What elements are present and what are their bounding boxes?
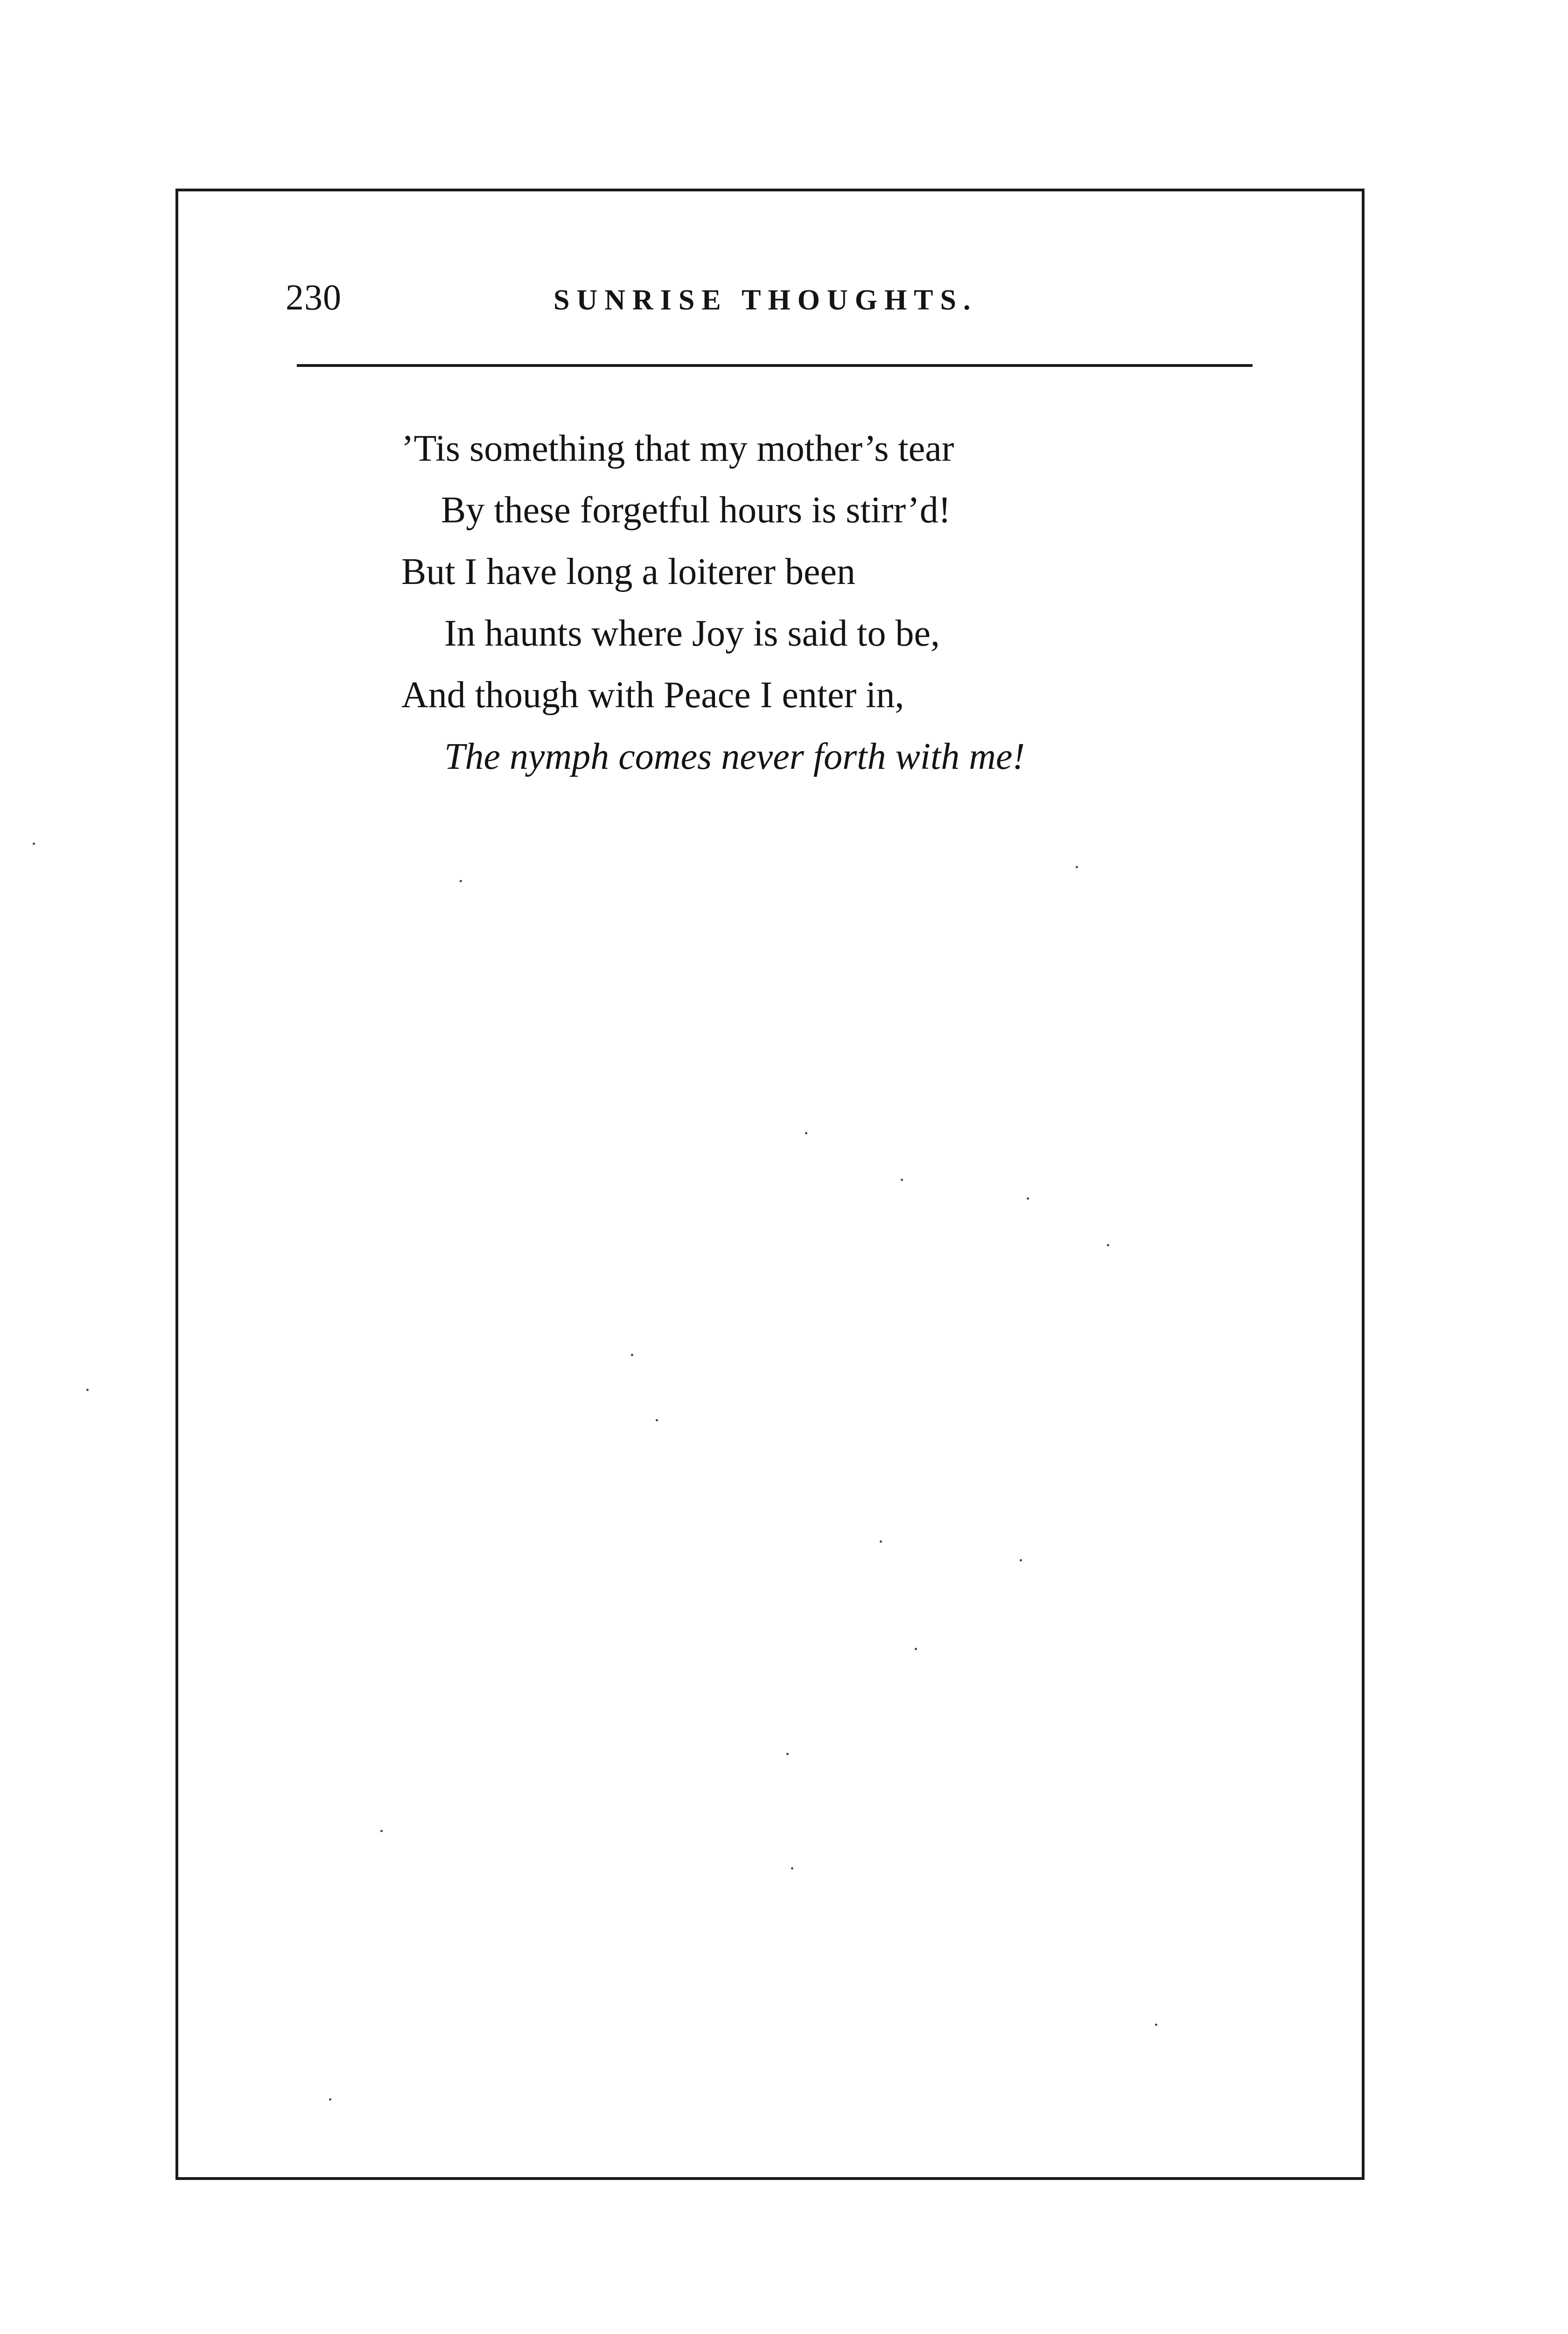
print-speck [901,1179,903,1181]
print-speck [380,1830,383,1832]
print-speck [915,1648,917,1650]
print-speck [880,1540,882,1543]
print-speck [656,1419,658,1421]
print-speck [33,843,35,845]
poem-line: By these forgetful hours is stirr’d! [441,490,951,531]
poem-line: In haunts where Joy is said to be, [444,613,940,654]
print-speck [791,1867,793,1870]
print-speck [1020,1559,1022,1561]
poem-line: But I have long a loiterer been [401,551,855,592]
poem-line-italic: The nymph comes never forth with me! [444,736,1025,777]
print-speck [1155,2024,1157,2026]
print-speck [805,1132,807,1134]
print-speck [631,1354,633,1356]
print-speck [329,2098,331,2101]
print-speck [460,880,462,882]
running-title: SUNRISE THOUGHTS. [553,284,978,316]
print-speck [1076,866,1078,868]
running-head [0,0,1568,420]
page-number: 230 [286,277,342,317]
print-speck [786,1753,789,1755]
print-speck [86,1389,89,1391]
header-rule [297,364,1253,367]
print-speck [1027,1197,1029,1200]
poem-stanza [401,418,1195,787]
poem-line: ’Tis something that my mother’s tear [401,428,954,469]
poem-line: And though with Peace I enter in, [401,675,904,716]
print-speck [1107,1244,1109,1246]
